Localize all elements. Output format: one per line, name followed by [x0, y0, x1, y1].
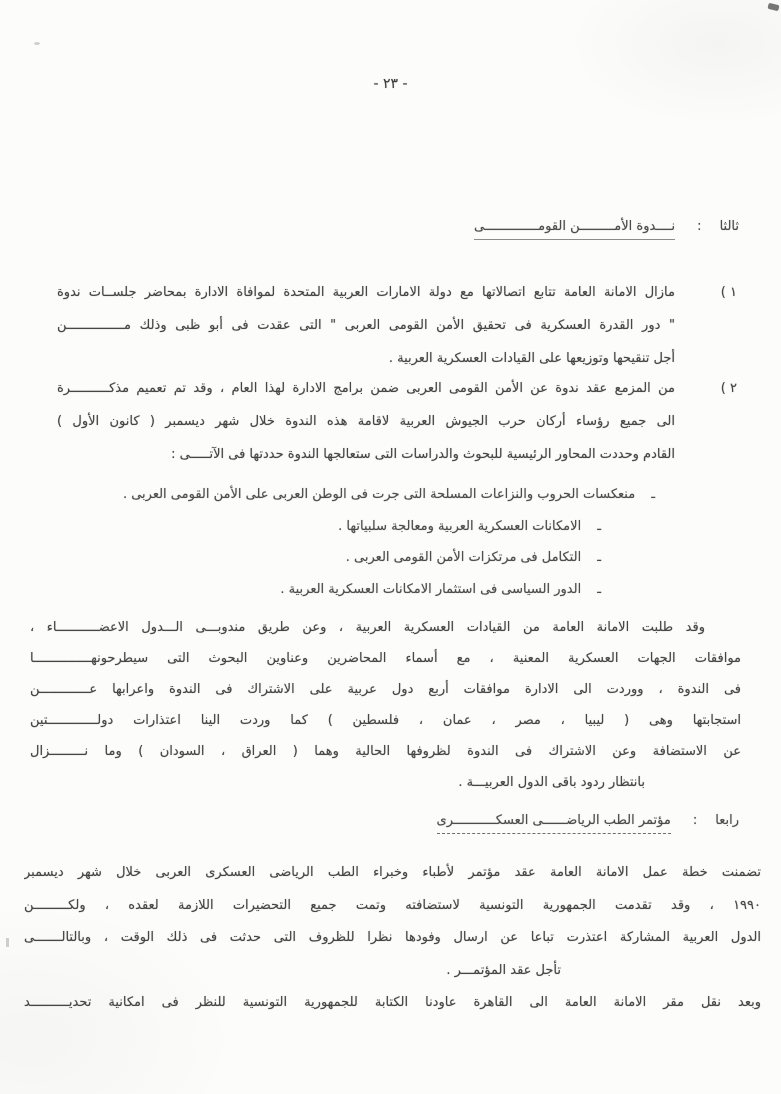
item-number: ٢ ): [720, 381, 737, 396]
body-paragraph: [24, 857, 761, 1020]
bullet-dash: ـ: [597, 581, 601, 597]
paragraph-line: عن الاستضافة وعن الاشتراك فى الندوة لظروفها الحالية وهما ( العراق ، السودان ) وما نـــــــــزال: [30, 744, 741, 759]
body-paragraph: [30, 612, 741, 798]
item-line: من المزمع عقد ندوة عن الأمن القومى العربى ضمن برامج الادارة لهذا العام ، وقد تم تعميم مذكــــــــــرة: [57, 381, 675, 396]
scan-artifact-mark: [34, 42, 40, 45]
scan-artifact-mark: [767, 3, 779, 11]
paragraph-line: فى الندوة ، ووردت الى الادارة موافقات أربع دول عربية على الاشتراك فى الندوة واعرابها عـــــــــــــن: [30, 682, 741, 697]
item-line: مازال الامانة العامة تتابع اتصالاتها مع دولة الامارات العربية المتحدة لموافاة الادارة بمحاضر جلســات ندوة: [57, 285, 675, 300]
paragraph-line: استجابتها وهى ( ليبيا ، مصر ، عمان ، فلسطين ) كما وردت الينا اعتذارات دولـــــــــــــتين: [30, 713, 741, 728]
heading-title: نــــدوة الأمـــــــــن القومــــــــــــــى: [474, 219, 675, 240]
paragraph-line: الدول العربية المشاركة اعتذرت تباعا عن ارسال وفودها نظرا للظروف التى حدثت فى ذلك الوقت ، وبالتالـــــــى: [24, 930, 761, 945]
list-item: [57, 542, 601, 574]
page-number: - ٢٣ -: [373, 76, 408, 92]
bullet-text: الدور السياسى فى استثمار الامكانات العسكرية العربية .: [280, 581, 582, 597]
item-line: " دور القدرة العسكرية فى تحقيق الأمن القومى العربى " التى عقدت فى أبو ظبى وذلك مـــــــــــــــن: [57, 318, 675, 333]
scan-artifact-mark: [6, 938, 9, 947]
paragraph-line: تضمنت خطة عمل الامانة العامة عقد مؤتمر لأطباء وخبراء الطب الرياضى العسكرى العربى خلال شهر ديسمبر: [24, 865, 761, 880]
paragraph-line: بانتظار ردود باقى الدول العربيـــة .: [458, 775, 645, 790]
item-line: الى جميع رؤساء أركان حرب الجيوش العربية لاقامة هذه الندوة خلال شهر ديسمبر ( كانون الأول ): [57, 414, 675, 429]
item-line: القادم وحددت المحاور الرئيسية للبحوث والدراسات التى ستعالجها الندوة حددتها فى الآتـــــى :: [171, 447, 675, 462]
paragraph-line: موافقات الجهات العسكرية المعنية ، مع أسماء المحاضرين وعناوين البحوث التى سيطرحونهـــــــــــــــا: [30, 651, 741, 666]
bullet-text: منعكسات الحروب والنزاعات المسلحة التى جرت فى الوطن العربى على الأمن القومى العربى .: [122, 487, 636, 502]
bullet-text: الامكانات العسكرية العربية ومعالجة سلبياتها .: [338, 518, 582, 534]
section-heading-third: [474, 219, 739, 240]
bullet-dash: ـ: [651, 487, 655, 502]
paragraph-line: وبعد نقل مقر الامانة العامة الى القاهرة عاودنا الكتابة للجمهورية التونسية للنظر فى امكانية تحديــــــــــد: [24, 995, 761, 1010]
item-number: ١ ): [720, 285, 737, 300]
list-item: [57, 479, 655, 511]
bullet-dash: ـ: [597, 550, 601, 565]
heading-term: ثالثا: [719, 219, 739, 234]
section-heading-fourth: [437, 813, 739, 834]
heading-colon: :: [692, 813, 698, 828]
list-item: [57, 574, 601, 606]
bullet-text: التكامل فى مرتكزات الأمن القومى العربى .: [345, 550, 582, 565]
heading-title: مؤتمر الطب الرياضــــــى العسكـــــــــــرى: [437, 813, 671, 834]
bullet-dash: ـ: [597, 518, 601, 534]
bullet-list: [57, 479, 739, 605]
paragraph-line: وقد طلبت الامانة العامة من القيادات العسكرية العربية ، وعن طريق مندوبـــى الـــدول الاعضـــــــــــاء ،: [30, 620, 705, 635]
numbered-item: [57, 372, 739, 471]
heading-term: رابعا: [715, 813, 739, 828]
numbered-item: [57, 276, 739, 375]
list-item: [57, 511, 601, 543]
paragraph-line: تأجل عقد المؤتمـــر .: [446, 962, 561, 978]
heading-colon: :: [697, 219, 702, 234]
paragraph-line: ١٩٩٠ ، وقد تقدمت الجمهورية التونسية لاستضافته وتمت جميع التحضيرات اللازمة لعقده ، ولكـــــــــن: [24, 897, 761, 913]
item-line: أجل تنقيحها وتوزيعها على القيادات العسكرية العربية .: [388, 351, 675, 366]
